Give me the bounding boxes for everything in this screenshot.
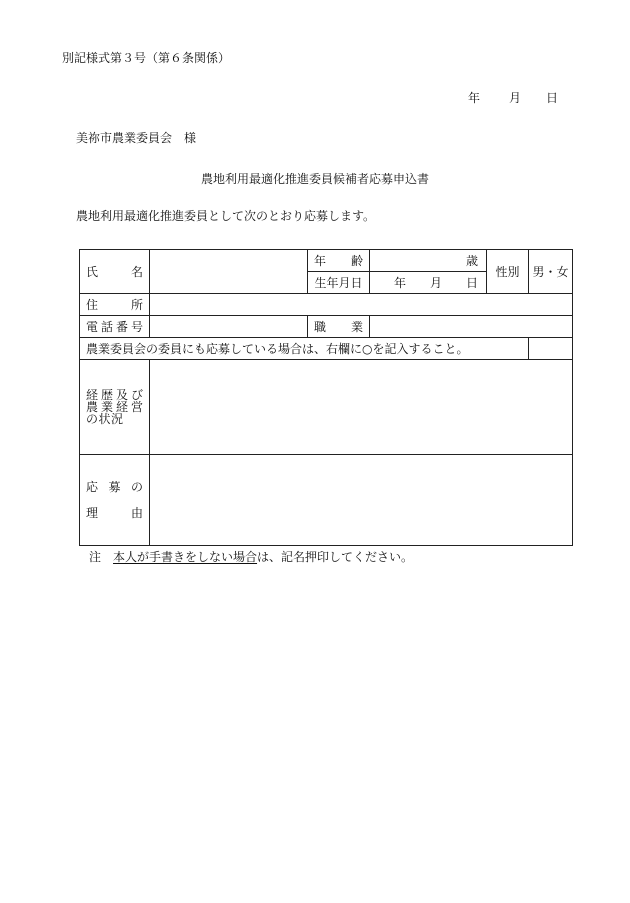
age-label: 年 齢 [308,250,370,272]
address-label: 住 所 [80,294,150,316]
gender-options[interactable]: 男・女 [529,250,573,294]
occupation-label: 職 業 [308,316,370,338]
form-number: 別記様式第３号（第６条関係） [62,51,231,65]
also-applying-checkbox[interactable] [529,338,573,360]
address-field[interactable] [150,294,573,316]
birth-year-label: 年 [393,275,406,290]
birthdate-label: 生年月日 [308,272,370,294]
birth-month-label: 月 [429,275,442,290]
birth-day-label: 日 [465,275,478,290]
birthdate-field[interactable] [370,272,487,294]
occupation-field[interactable] [370,316,573,338]
career-label: 経 歴 及 び 農 業 経 営 の 状 況 [80,360,150,455]
reason-label: 応 募 の 理 由 [80,455,150,546]
age-unit: 歳 [465,253,478,268]
phone-field[interactable] [150,316,308,338]
footnote-prefix: 注 [89,550,102,564]
addressee: 美祢市農業委員会 様 [76,131,197,145]
gender-label: 性別 [487,250,529,294]
age-field[interactable] [370,250,487,272]
application-form-table [79,249,573,546]
career-field[interactable] [150,360,573,455]
phone-label: 電 話 番 号 [80,316,150,338]
date-line [468,92,558,104]
date-year-label: 年 [468,91,481,105]
date-day-label: 日 [546,91,559,105]
name-label: 氏 名 [80,250,150,294]
footnote-suffix: は、記名押印してください。 [257,550,414,564]
footnote-underlined: 本人が手書きをしない場合 [113,550,258,564]
intro-text: 農地利用最適化推進委員として次のとおり応募します。 [76,209,376,223]
name-field[interactable] [150,250,308,294]
date-month-label: 月 [509,91,522,105]
footnote [89,551,413,563]
also-applying-text: 農業委員会の委員にも応募している場合は、右欄に○を記入すること。 [80,338,529,360]
reason-field[interactable] [150,455,573,546]
document-title: 農地利用最適化推進委員候補者応募申込書 [200,172,429,186]
